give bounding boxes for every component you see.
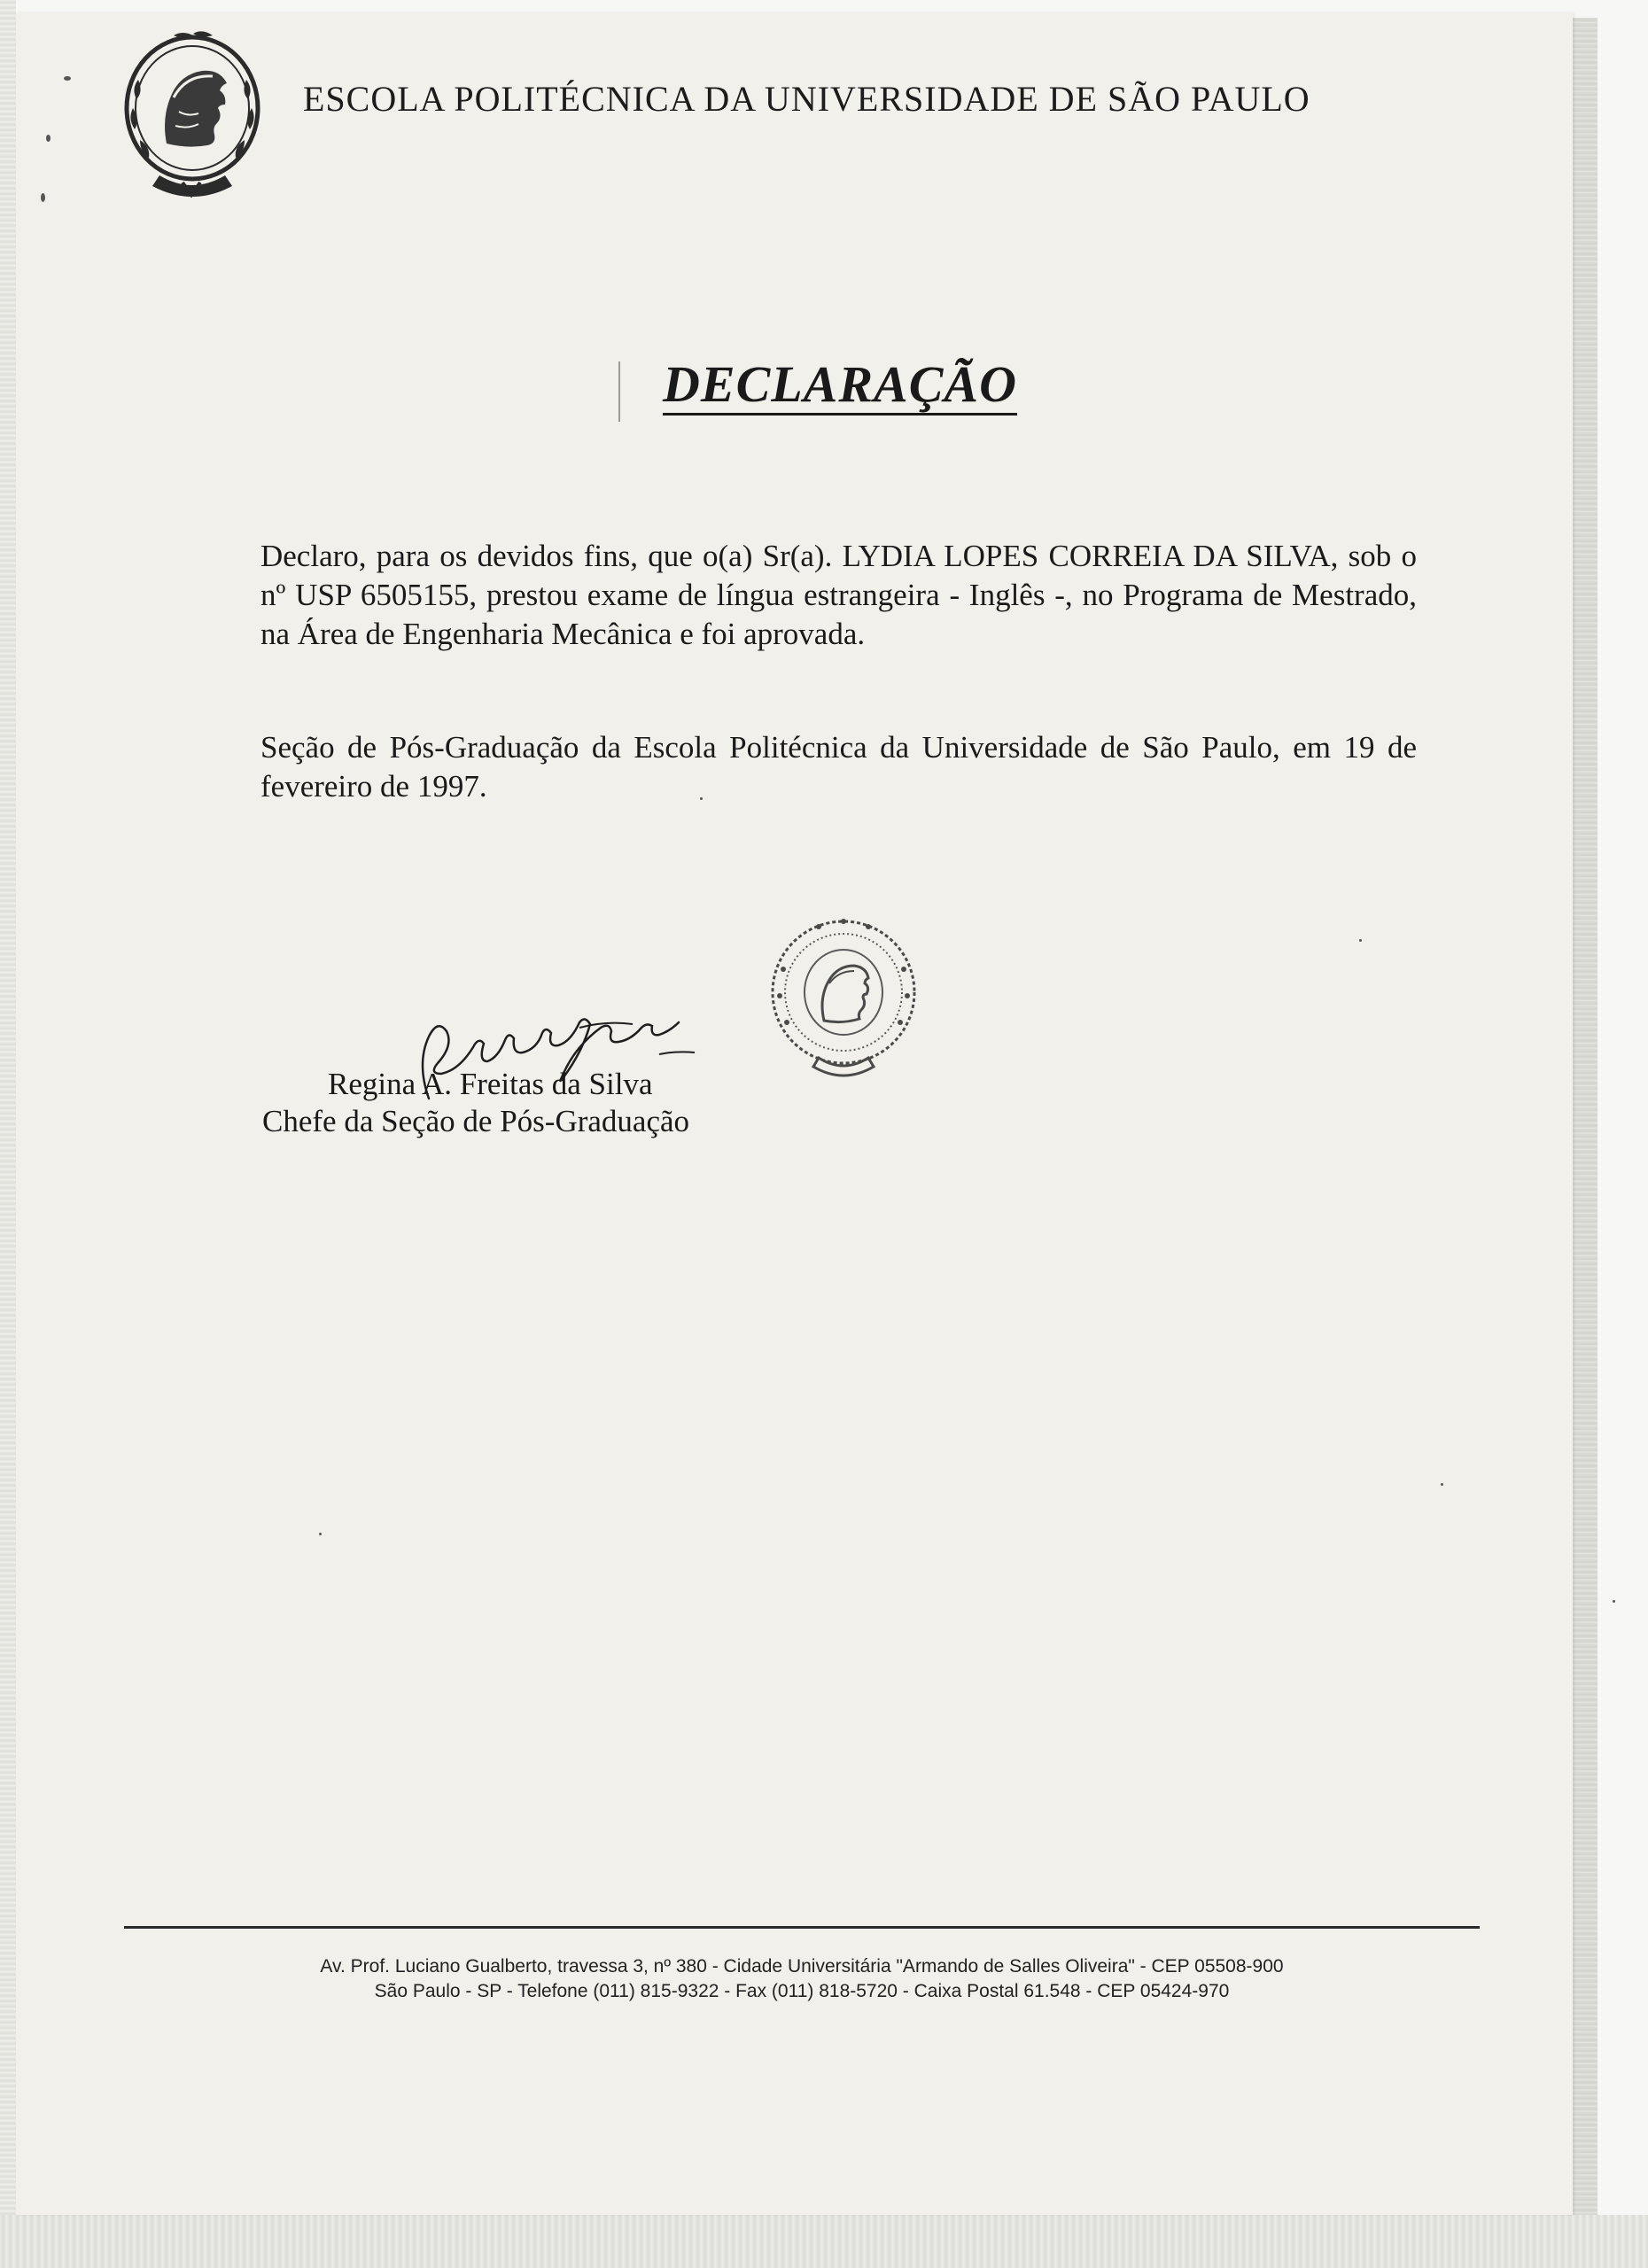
institution-name: ESCOLA POLITÉCNICA DA UNIVERSIDADE DE SÃO PAULO bbox=[303, 79, 1310, 119]
signatory-role: Chefe da Seção de Pós-Graduação bbox=[262, 1104, 690, 1138]
footer-address-line: Av. Prof. Luciano Gualberto, travessa 3, nº 380 - Cidade Universitária "Armando de Salles Oliveira" - CEP 05508-900 bbox=[320, 1956, 1284, 1977]
embossed-seal-icon bbox=[766, 907, 921, 1084]
declaration-paragraph: Declaro, para os devidos fins, que o(a) Sr(a). LYDIA LOPES CORREIA DA SILVA, sob o nº USP 6505155, prestou exame de língua estrangeira - Inglês -, no Programa de Mestrado, na Área de Engenharia Mecânica e foi aprovada. bbox=[260, 539, 1417, 651]
scanner-right-edge bbox=[1573, 18, 1597, 2250]
scan-mark bbox=[618, 361, 620, 422]
scan-speck bbox=[46, 135, 51, 142]
scan-speck bbox=[1613, 1600, 1615, 1603]
footer-divider bbox=[124, 1926, 1480, 1929]
scanner-left-edge bbox=[0, 0, 16, 2268]
minerva-head-emblem-icon bbox=[120, 27, 264, 200]
scan-speck bbox=[1359, 939, 1362, 942]
scan-speck bbox=[700, 797, 703, 800]
place-date-paragraph: Seção de Pós-Graduação da Escola Politécnica da Universidade de São Paulo, em 19 de fevereiro de 1997. bbox=[260, 730, 1417, 804]
scan-speck bbox=[319, 1533, 322, 1535]
scan-speck bbox=[64, 76, 71, 81]
document-title: DECLARAÇÃO bbox=[663, 358, 1017, 416]
document-page bbox=[16, 12, 1573, 2215]
scanner-bottom-edge bbox=[0, 2215, 1648, 2268]
footer-contact-line: São Paulo - SP - Telefone (011) 815-9322 - Fax (011) 818-5720 - Caixa Postal 61.548 - CEP 05424-970 bbox=[374, 1981, 1230, 2001]
scan-speck bbox=[1441, 1483, 1443, 1486]
signatory-name: Regina A. Freitas da Silva bbox=[328, 1067, 653, 1101]
scan-speck bbox=[41, 193, 45, 202]
